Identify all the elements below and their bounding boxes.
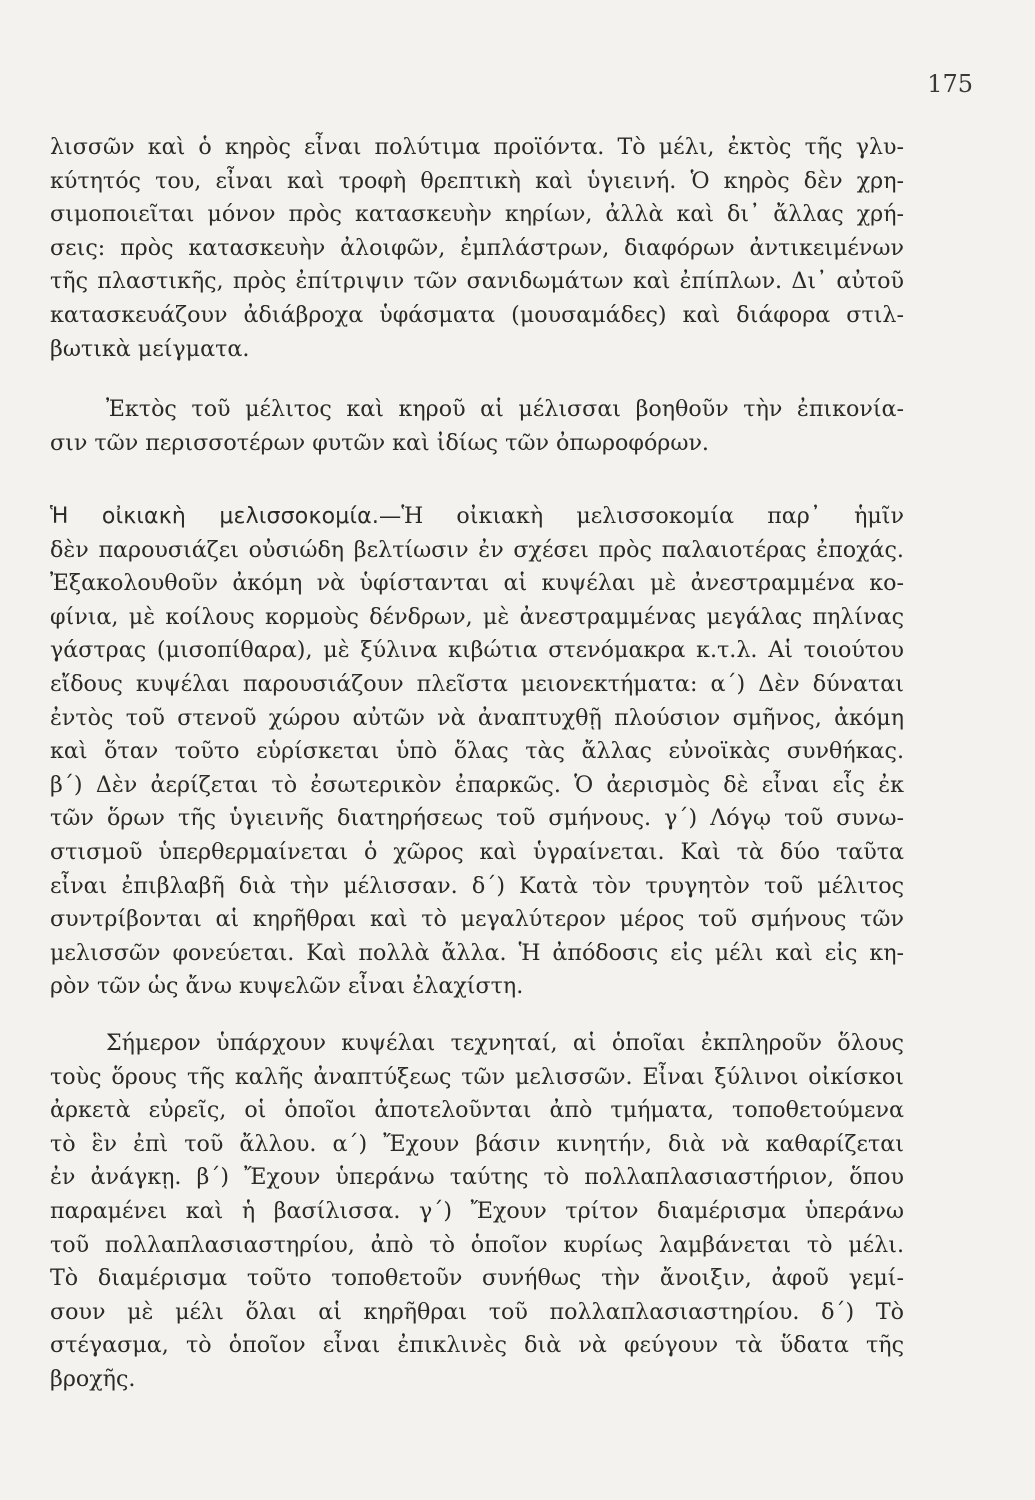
text-line: β΄) Δὲν ἀερίζεται τὸ ἐσωτερικὸν ἐπαρκῶς. Ὁ ἀερισμὸς δὲ εἶναι εἷς ἐκ [50, 771, 904, 798]
section-first-line [50, 500, 904, 534]
section-household-beekeeping [50, 500, 904, 1004]
text-line: βροχῆς. [50, 1365, 136, 1392]
text-line: δὲν παρουσιάζει οὐσιώδη βελτίωσιν ἐν σχέσει πρὸς παλαιοτέρας ἐποχάς. [50, 536, 904, 563]
text-line: Σήμερον ὑπάρχουν κυψέλαι τεχνηταί, αἱ ὁποῖαι ἐκπληροῦν ὅλους [106, 1030, 904, 1056]
page-number: 175 [927, 70, 973, 98]
text-line: Ἐξακολουθοῦν ἀκόμη νὰ ὑφίστανται αἱ κυψέλαι μὲ ἀνεστραμμένα κο- [50, 570, 904, 597]
text-line: σιμοποιεῖται μόνον πρὸς κατασκευὴν κηρίων, ἀλλὰ καὶ δι᾽ ἄλλας χρή- [50, 201, 904, 228]
text-line: παραμένει καὶ ἡ βασίλισσα. γ΄) Ἔχουν τρίτον διαμέρισμα ὑπεράνω [50, 1197, 904, 1224]
paragraph-1 [50, 131, 904, 366]
text-line: ἐν ἀνάγκῃ. β΄) Ἔχουν ὑπεράνω ταύτης τὸ πολλαπλασιαστήριον, ὅπου [50, 1164, 904, 1191]
text-line: καὶ ὅταν τοῦτο εὑρίσκεται ὑπὸ ὅλας τὰς ἄλλας εὐνοϊκὰς συνθήκας. [50, 738, 904, 765]
text-line: λισσῶν καὶ ὁ κηρὸς εἶναι πολύτιμα προϊόντα. Τὸ μέλι, ἐκτὸς τῆς γλυ- [50, 134, 904, 160]
text-line: στισμοῦ ὑπερθερμαίνεται ὁ χῶρος καὶ ὑγραίνεται. Καὶ τὰ δύο ταῦτα [50, 838, 904, 865]
text-line: εἴδους κυψέλαι παρουσιάζουν πλεῖστα μειονεκτήματα: α΄) Δὲν δύναται [50, 670, 904, 697]
text-line: Ἐκτὸς τοῦ μέλιτος καὶ κηροῦ αἱ μέλισσαι βοηθοῦν τὴν ἐπικονία- [106, 396, 904, 422]
text-line: κατασκευάζουν ἀδιάβροχα ὑφάσματα (μουσαμάδες) καὶ διάφορα στιλ- [50, 301, 904, 328]
text-line: Τὸ διαμέρισμα τοῦτο τοποθετοῦν συνήθως τὴν ἄνοιξιν, ἀφοῦ γεμί- [50, 1265, 904, 1292]
text-line: ἐντὸς τοῦ στενοῦ χώρου αὐτῶν νὰ ἀναπτυχθῇ πλούσιον σμῆνος, ἀκόμη [50, 704, 904, 731]
text-line: ἀρκετὰ εὐρεῖς, οἱ ὁποῖοι ἀποτελοῦνται ἀπὸ τμήματα, τοποθετούμενα [50, 1097, 904, 1124]
paragraph-2 [50, 393, 904, 460]
text-line: εἶναι ἐπιβλαβῆ διὰ τὴν μέλισσαν. δ΄) Κατὰ τὸν τρυγητὸν τοῦ μέλιτος [50, 872, 904, 899]
text-line: βωτικὰ μείγματα. [50, 335, 250, 362]
text-line: γάστρας (μισοπίθαρα), μὲ ξύλινα κιβώτια στενόμακρα κ.τ.λ. Αἱ τοιούτου [50, 637, 904, 664]
text-line: συντρίβονται αἱ κηρῆθραι καὶ τὸ μεγαλύτερον μέρος τοῦ σμήνους τῶν [50, 906, 904, 933]
text-line: στέγασμα, τὸ ὁποῖον εἶναι ἐπικλινὲς διὰ νὰ φεύγουν τὰ ὕδατα τῆς [50, 1332, 904, 1359]
text-line: σιν τῶν περισσοτέρων φυτῶν καὶ ἰδίως τῶν ὀπωροφόρων. [50, 429, 709, 456]
text-line: σεις: πρὸς κατασκευὴν ἀλοιφῶν, ἐμπλάστρων, διαφόρων ἀντικειμένων [50, 234, 904, 261]
text-line: τὸ ἓν ἐπὶ τοῦ ἄλλου. α΄) Ἔχουν βάσιν κινητήν, διὰ νὰ καθαρίζεται [50, 1130, 904, 1157]
text-line: κύτητός του, εἶναι καὶ τροφὴ θρεπτικὴ καὶ ὑγιεινή. Ὁ κηρὸς δὲν χρη- [50, 167, 904, 194]
text-line: φίνια, μὲ κοίλους κορμοὺς δένδρων, μὲ ἀνεστραμμένας μεγάλας πηλίνας [50, 603, 904, 630]
text-line: τοὺς ὅρους τῆς καλῆς ἀναπτύξεως τῶν μελισσῶν. Εἶναι ξύλινοι οἰκίσκοι [50, 1063, 904, 1090]
text-line: τῆς πλαστικῆς, πρὸς ἐπίτριψιν τῶν σανιδωμάτων καὶ ἐπίπλων. Δι᾽ αὐτοῦ [50, 268, 904, 295]
text-line: ρὸν τῶν ὡς ἄνω κυψελῶν εἶναι ἐλαχίστη. [50, 973, 524, 1000]
paragraph-4 [50, 1027, 904, 1397]
text-line: τοῦ πολλαπλασιαστηρίου, ἀπὸ τὸ ὁποῖον κυρίως λαμβάνεται τὸ μέλι. [50, 1231, 904, 1258]
text-line: μελισσῶν φονεύεται. Καὶ πολλὰ ἄλλα. Ἡ ἀπόδοσις εἰς μέλι καὶ εἰς κη- [50, 939, 904, 966]
section-first-line-text: —Ἡ οἰκιακὴ μελισσοκομία παρ᾽ ἡμῖν [379, 503, 904, 529]
text-line: σουν μὲ μέλι ὅλαι αἱ κηρῆθραι τοῦ πολλαπλασιαστηρίου. δ΄) Τὸ [50, 1298, 904, 1325]
text-line: τῶν ὅρων τῆς ὑγιεινῆς διατηρήσεως τοῦ σμήνους. γ΄) Λόγῳ τοῦ συνω- [50, 805, 904, 832]
section-heading: Ἡ οἰκιακὴ μελισσοκομία. [50, 504, 380, 529]
